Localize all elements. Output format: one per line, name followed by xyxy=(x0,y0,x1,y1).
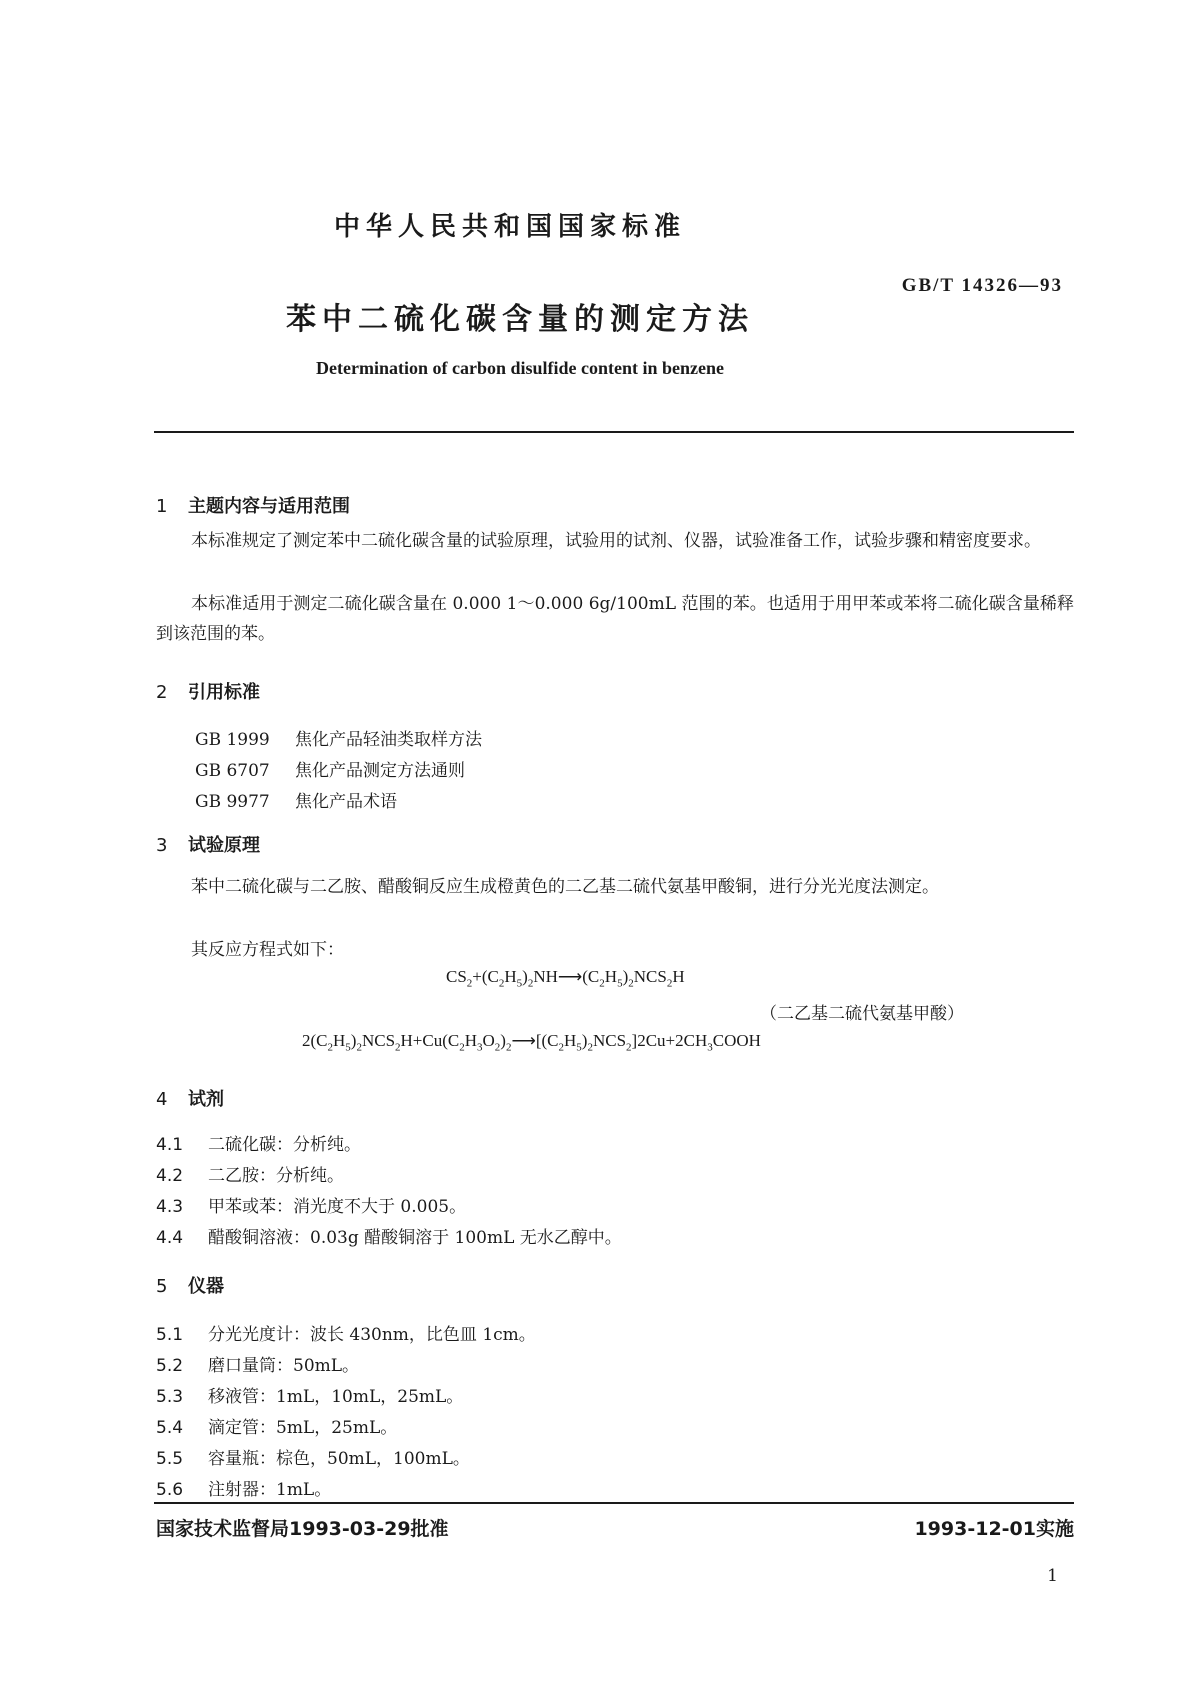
document-title-english: Determination of carbon disulfide content in benzene xyxy=(316,358,724,378)
section-1-heading: 1 主题内容与适用范围 xyxy=(156,496,350,517)
reference-item: GB 1999 焦化产品轻油类取样方法 xyxy=(195,730,482,750)
standard-type: 中华人民共和国国家标准 xyxy=(333,212,686,242)
section-2-heading: 2 引用标准 xyxy=(156,682,260,703)
standard-code: GB/T 14326—93 xyxy=(901,275,1063,296)
apparatus-item: 5.5 容量瓶：棕色，50mL，100mL。 xyxy=(156,1449,470,1469)
apparatus-item: 5.4 滴定管：5mL，25mL。 xyxy=(156,1418,398,1438)
document-title: 苯中二硫化碳含量的测定方法 xyxy=(286,302,754,337)
section-3-para-1: 苯中二硫化碳与二乙胺、醋酸铜反应生成橙黄色的二乙基二硫代氨基甲酸铜，进行分光光度法测定。 xyxy=(191,877,939,897)
reaction-equation-2: $2(C_2H_5)_2NCS_2H+Cu(C_2H_3O_2)_2⟶[(C_2H_5)_2NCS_2]2Cu+2CH_3COOH$ xyxy=(302,1031,761,1054)
approval-date: 国家技术监督局1993-03-29批准 xyxy=(156,1518,449,1540)
section-4-heading: 4 试剂 xyxy=(156,1089,224,1110)
section-1-para-1: 本标准规定了测定苯中二硫化碳含量的试验原理，试验用的试剂、仪器，试验准备工作，试验步骤和精密度要求。 xyxy=(191,531,1041,551)
section-3-para-2: 其反应方程式如下： xyxy=(191,940,344,960)
header-rule xyxy=(154,431,1074,433)
apparatus-item: 5.6 注射器：1mL。 xyxy=(156,1480,332,1500)
reaction-equation-1-note: （二乙基二硫代氨基甲酸） xyxy=(760,1004,964,1023)
apparatus-item: 5.1 分光光度计：波长 430nm，比色皿 1cm。 xyxy=(156,1325,536,1345)
footer-rule xyxy=(154,1502,1074,1504)
reagent-item: 4.2 二乙胺：分析纯。 xyxy=(156,1166,344,1186)
reaction-equation-1: $CS_2+(C_2H_5)_2NH⟶(C_2H_5)_2NCS_2H$ xyxy=(446,967,685,990)
section-3-heading: 3 试验原理 xyxy=(156,835,260,856)
reference-item: GB 9977 焦化产品术语 xyxy=(195,792,397,812)
effective-date: 1993-12-01实施 xyxy=(914,1518,1074,1540)
reagent-item: 4.3 甲苯或苯：消光度不大于 0.005。 xyxy=(156,1197,467,1217)
page-number: 1 xyxy=(1047,1566,1058,1586)
section-5-heading: 5 仪器 xyxy=(156,1276,224,1297)
apparatus-item: 5.3 移液管：1mL，10mL，25mL。 xyxy=(156,1387,464,1407)
reagent-item: 4.1 二硫化碳：分析纯。 xyxy=(156,1135,361,1155)
apparatus-item: 5.2 磨口量筒：50mL。 xyxy=(156,1356,360,1376)
reagent-item: 4.4 醋酸铜溶液：0.03g 醋酸铜溶于 100mL 无水乙醇中。 xyxy=(156,1228,622,1248)
reference-item: GB 6707 焦化产品测定方法通则 xyxy=(195,761,465,781)
section-1-para-2: 本标准适用于测定二硫化碳含量在 0.000 1～0.000 6g/100mL 范围的苯。也适用于用甲苯或苯将二硫化碳含量稀释到该范围的苯。 xyxy=(156,594,1074,644)
